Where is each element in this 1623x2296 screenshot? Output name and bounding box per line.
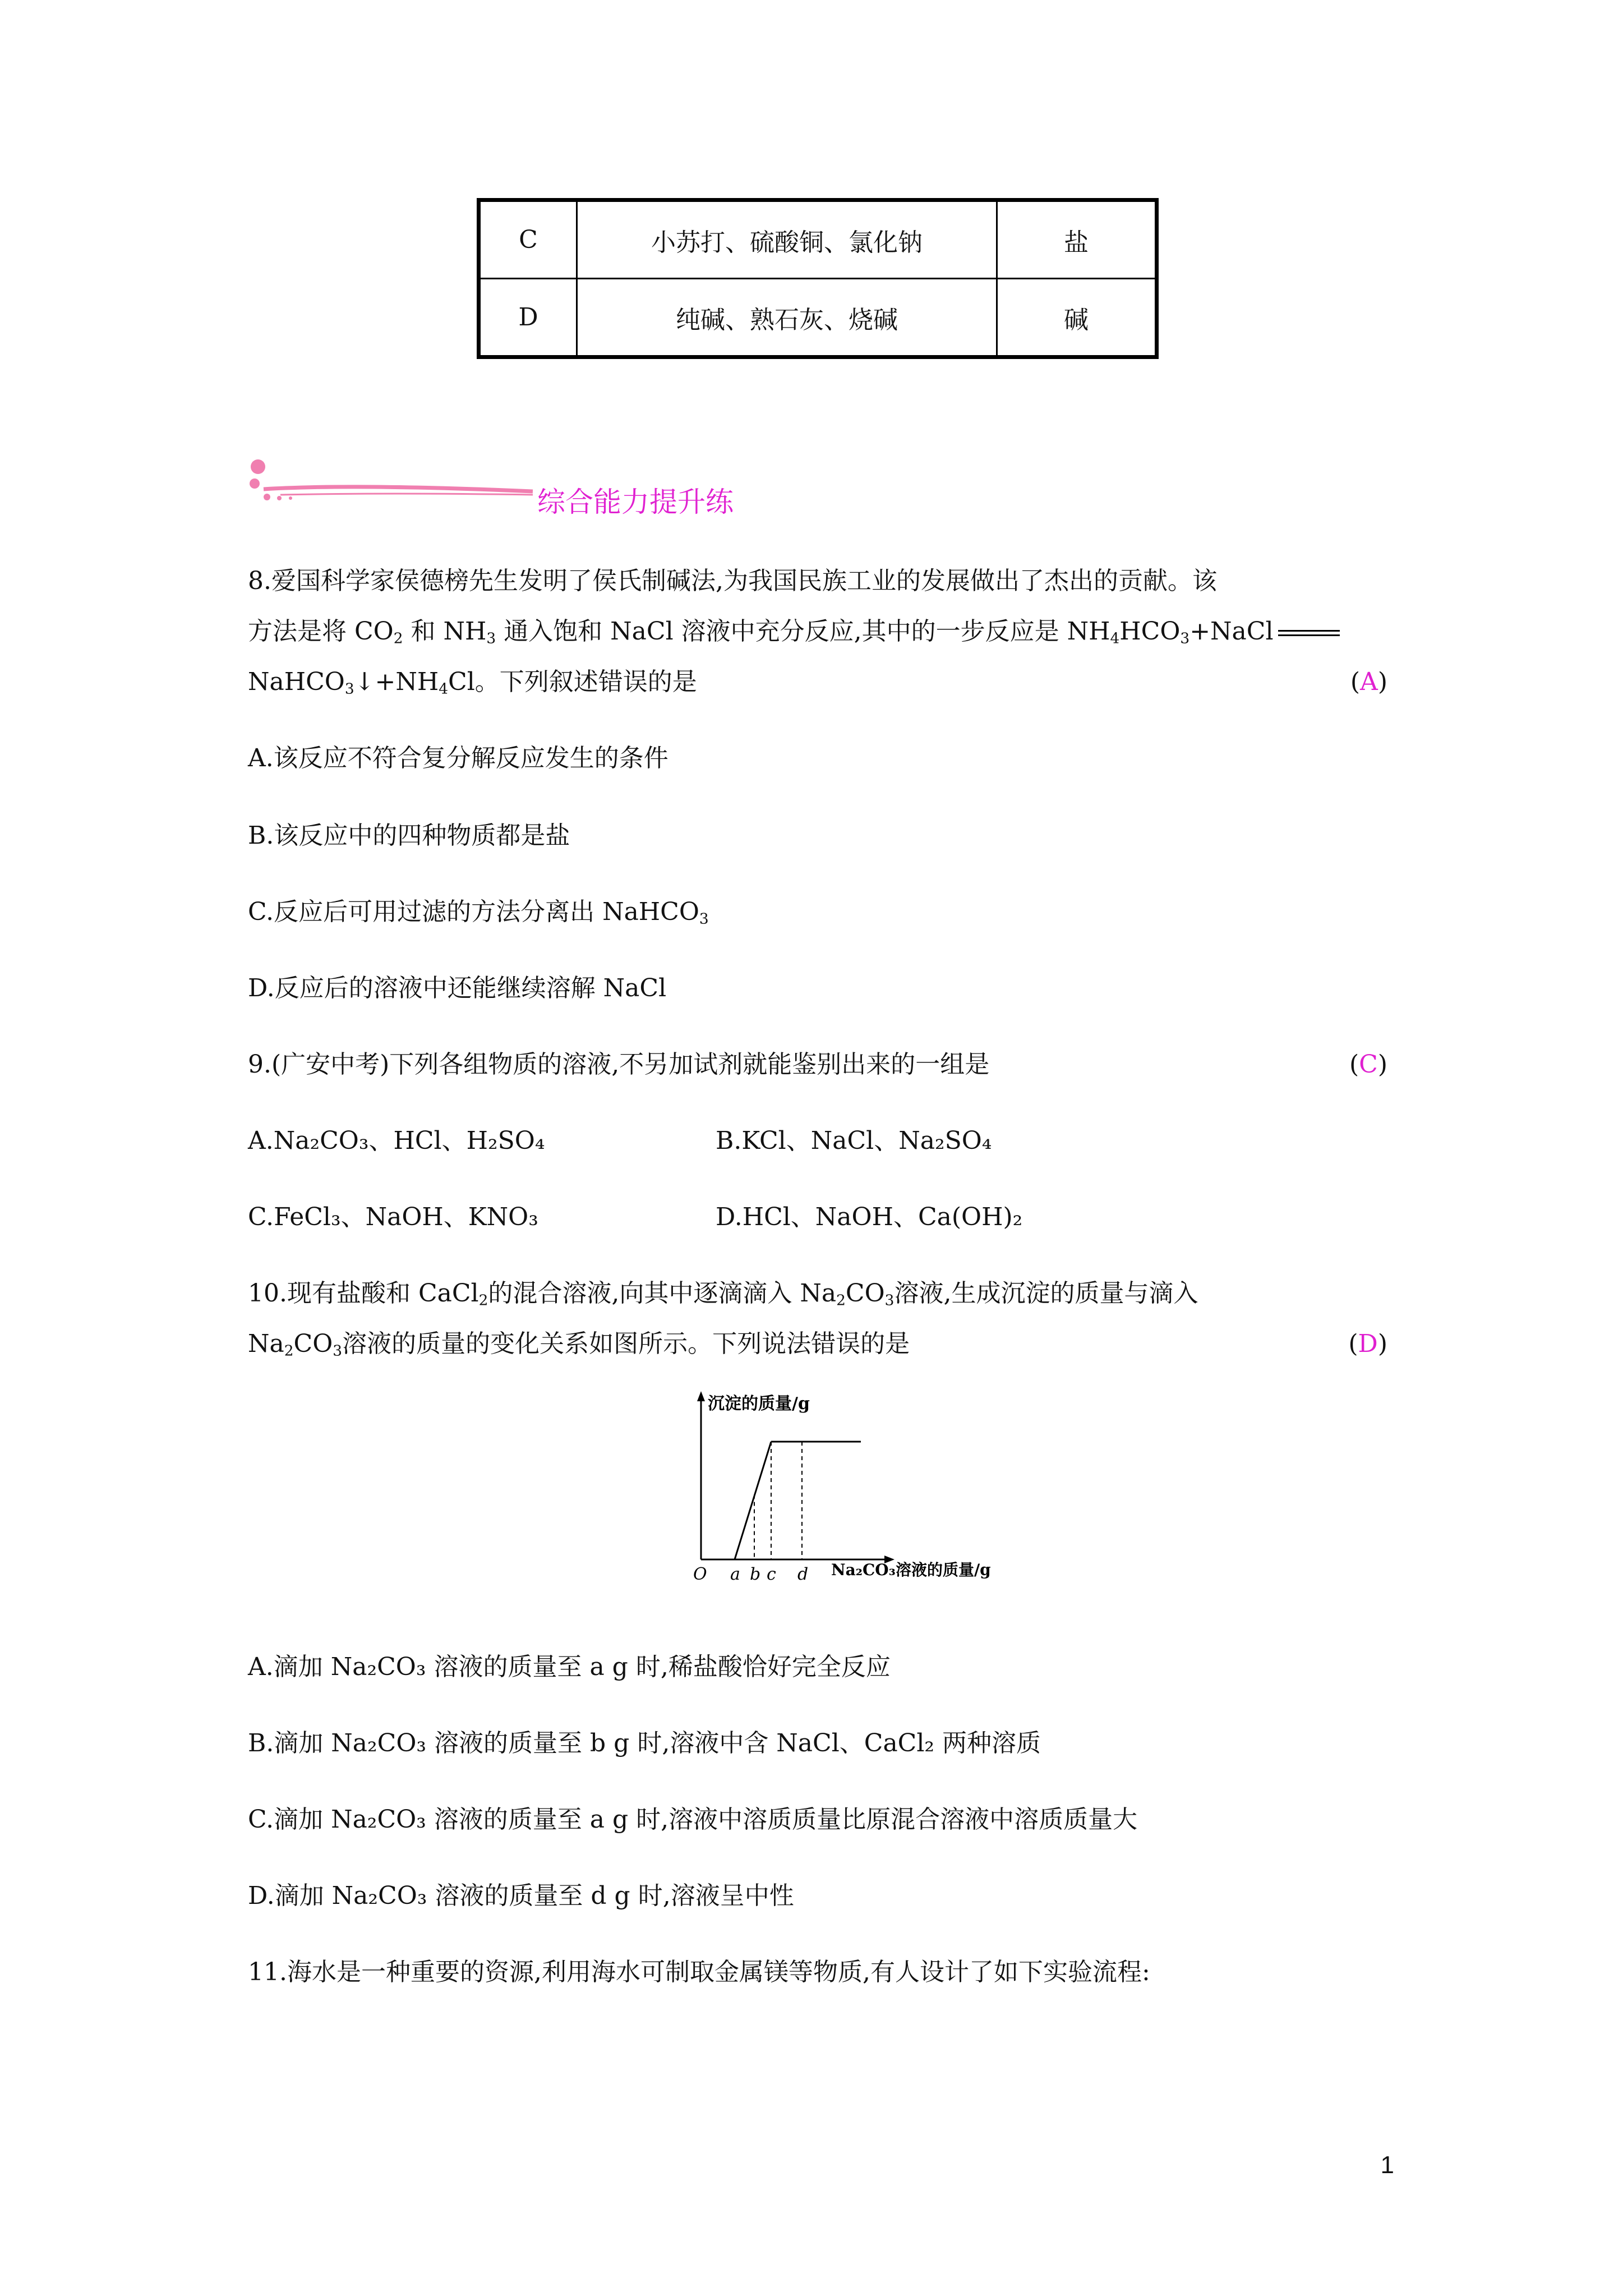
- origin-label: O: [693, 1565, 707, 1584]
- y-axis-arrow-icon: [697, 1391, 705, 1401]
- table-row: [479, 200, 1157, 279]
- q8-line1: 8.爱国科学家侯德榜先生发明了侯氏制碱法,为我国民族工业的发展做出了杰出的贡献。该: [248, 567, 1217, 595]
- q10-option-a: A.滴加 Na₂CO₃ 溶液的质量至 a g 时,稀盐酸恰好完全反应: [248, 1653, 891, 1681]
- q8-option-a: A.该反应不符合复分解反应发生的条件: [248, 744, 668, 772]
- x-tick-label-a: a: [730, 1565, 740, 1584]
- q10-line2: $Na_2CO_3$溶液的质量的变化关系如图所示。下列说法错误的是: [248, 1329, 910, 1360]
- q9-option-b: B.KCl、NaCl、Na₂SO₄: [716, 1126, 992, 1155]
- row-items: 纯碱、熟石灰、烧碱: [577, 279, 997, 357]
- section-title: 综合能力提升练: [537, 486, 734, 518]
- q9-answer: (C): [1349, 1050, 1387, 1079]
- x-tick-label-c: c: [767, 1565, 776, 1584]
- q8-answer: (A): [1350, 668, 1387, 696]
- q8-line2: 方法是将 $CO_2$ 和 $NH_3$ 通入饱和 NaCl 溶液中充分反应,其中的一步反应是 $NH_4HCO_3+NaCl$: [248, 615, 1340, 656]
- x-axis-label: Na₂CO₃溶液的质量/g: [831, 1561, 991, 1579]
- q10-answer: (D): [1348, 1329, 1387, 1358]
- x-tick-label-b: b: [750, 1565, 761, 1584]
- row-items: 小苏打、硫酸铜、氯化钠: [577, 200, 997, 279]
- q8-option-d: D.反应后的溶液中还能继续溶解 NaCl: [248, 974, 667, 1002]
- row-category: 碱: [997, 279, 1157, 357]
- classification-table: [477, 198, 1159, 359]
- row-category: 盐: [997, 200, 1157, 279]
- q11-stem: 11.海水是一种重要的资源,利用海水可制取金属镁等物质,有人设计了如下实验流程:: [248, 1958, 1150, 1986]
- equals-sign-icon: [1278, 630, 1340, 636]
- q9-option-c: C.FeCl₃、NaOH、KNO₃: [248, 1203, 538, 1231]
- row-label: C: [479, 200, 577, 279]
- section-decoration-icon: [241, 454, 544, 510]
- row-label: D: [479, 279, 577, 357]
- q9-option-a: A.Na₂CO₃、HCl、H₂SO₄: [248, 1126, 545, 1155]
- q8-line3: $NaHCO_3↓+NH_4Cl$。下列叙述错误的是: [248, 668, 697, 698]
- chart-svg: [673, 1386, 991, 1610]
- q10-option-d: D.滴加 Na₂CO₃ 溶液的质量至 d g 时,溶液呈中性: [248, 1881, 794, 1910]
- precipitate-chart: [673, 1386, 991, 1610]
- q10-option-c: C.滴加 Na₂CO₃ 溶液的质量至 a g 时,溶液中溶质质量比原混合溶液中溶质质量大: [248, 1805, 1138, 1834]
- q8-option-c: C.反应后可用过滤的方法分离出 NaHCO$_3$: [248, 898, 709, 928]
- table-row: [479, 279, 1157, 357]
- q10-line1: 10.现有盐酸和 CaCl$_2$的混合溶液,向其中逐滴滴入 $Na_2CO_3$溶液,生成沉淀的质量与滴入: [248, 1279, 1198, 1309]
- series-line-segment: [735, 1442, 771, 1559]
- q9-stem: 9.(广安中考)下列各组物质的溶液,不另加试剂就能鉴别出来的一组是: [248, 1050, 990, 1079]
- y-axis-label: 沉淀的质量/g: [708, 1394, 810, 1414]
- page-number: 1: [1380, 2151, 1394, 2179]
- x-tick-label-d: d: [797, 1565, 809, 1584]
- q9-option-d: D.HCl、NaOH、Ca(OH)₂: [716, 1203, 1023, 1231]
- q8-option-b: B.该反应中的四种物质都是盐: [248, 821, 570, 850]
- q10-option-b: B.滴加 Na₂CO₃ 溶液的质量至 b g 时,溶液中含 NaCl、CaCl₂ 两种溶质: [248, 1729, 1041, 1757]
